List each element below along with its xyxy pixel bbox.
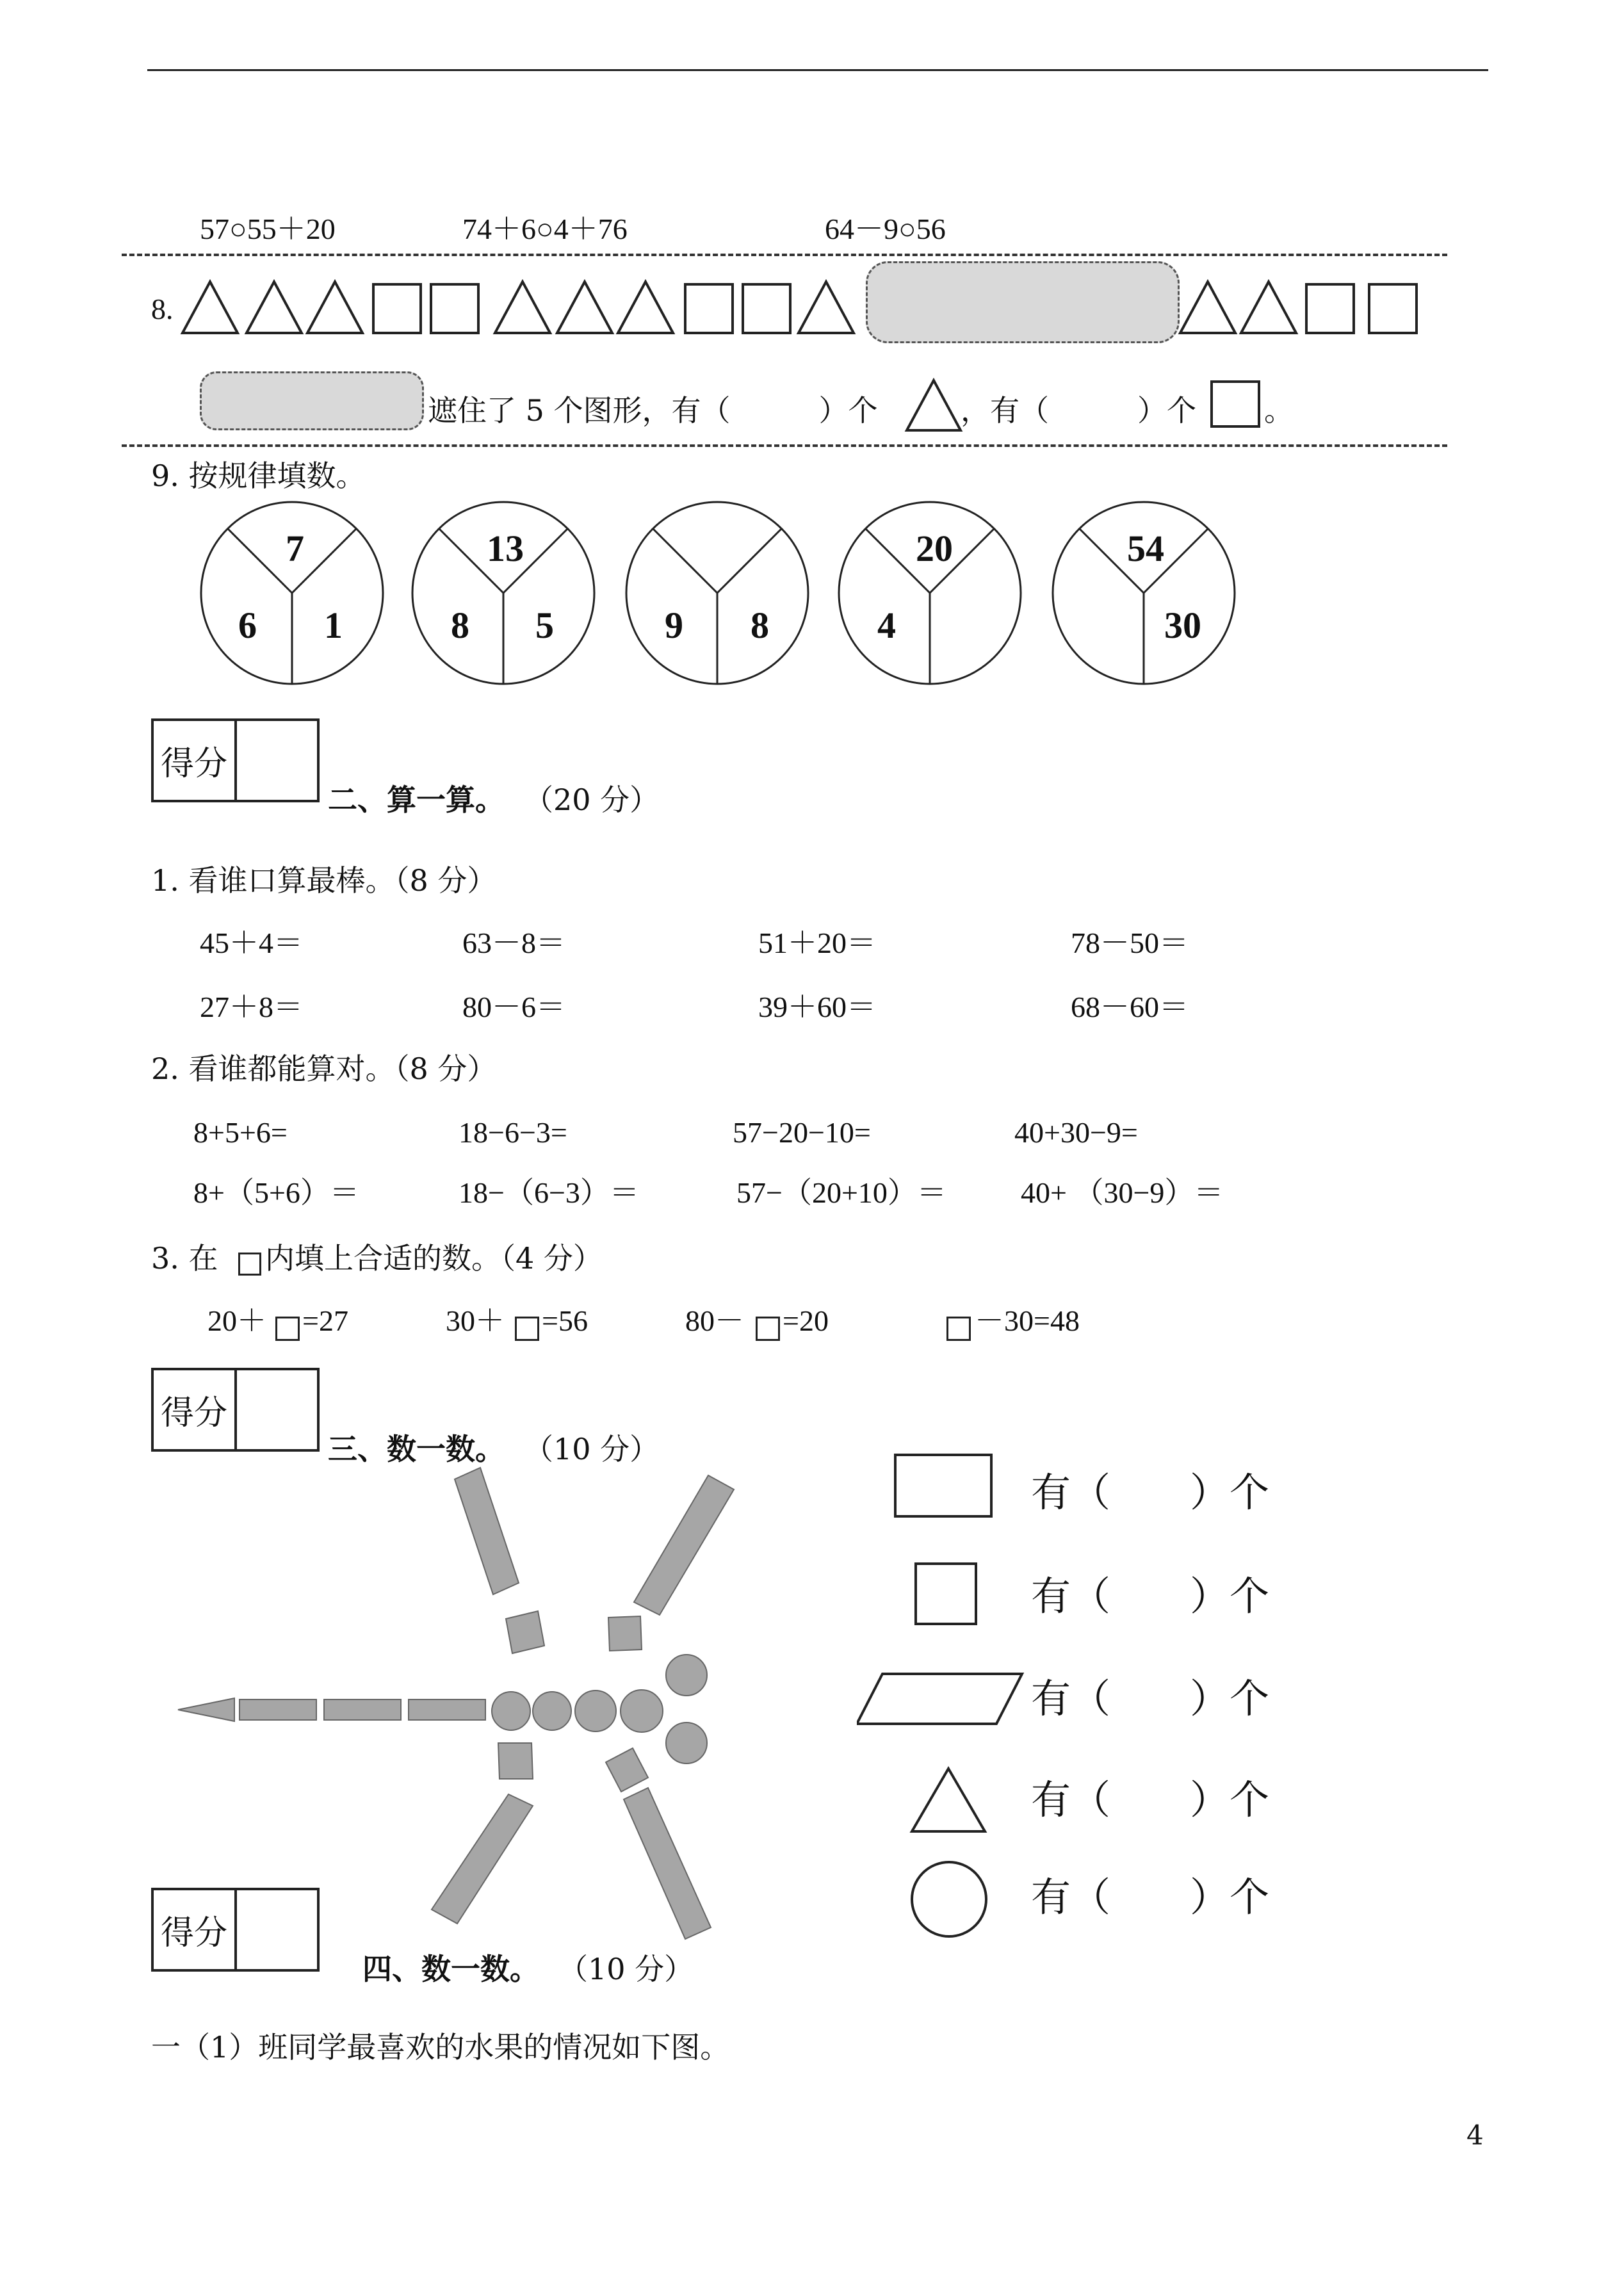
calc-item: 8+（5+6）＝ xyxy=(193,1176,359,1209)
calc-item: 18−6−3= xyxy=(459,1116,567,1149)
calc-item: 39＋60＝ xyxy=(758,991,876,1023)
calc-item: 63－8＝ xyxy=(462,927,565,959)
square-icon xyxy=(914,1562,977,1625)
blank-box-icon xyxy=(515,1317,539,1341)
circle-5-top: 54 xyxy=(1127,528,1164,569)
part-title: 3. 在 xyxy=(151,1241,218,1276)
circle-2-left: 8 xyxy=(451,604,469,646)
section-points: （10 分） xyxy=(558,1952,694,1986)
calc-item: 51＋20＝ xyxy=(758,927,876,959)
calc-item: 45＋4＝ xyxy=(200,927,303,959)
parallelogram-count: 有（ ）个 xyxy=(1031,1675,1270,1722)
fill-blank-post: =27 xyxy=(302,1304,348,1337)
rectangle-count: 有（ ）个 xyxy=(1031,1469,1270,1516)
triangle-icon xyxy=(909,1765,987,1834)
blank-box-icon xyxy=(238,1253,261,1276)
fill-blank-post: －30=48 xyxy=(975,1304,1080,1337)
question-number: 8. xyxy=(151,293,174,325)
calc-item: 27＋8＝ xyxy=(200,991,303,1023)
compare-expr-1: 57○55＋20 xyxy=(200,213,336,245)
circle-4-left: 4 xyxy=(877,604,896,646)
part-title: 1. 看谁口算最棒。（8 分） xyxy=(151,863,497,898)
intro-text: 一（1）班同学最喜欢的水果的情况如下图。 xyxy=(151,2030,730,2064)
shape-sequence xyxy=(179,269,1434,346)
compare-expr-3: 64－9○56 xyxy=(825,213,946,245)
square-icon xyxy=(1210,380,1260,428)
score-box xyxy=(151,1368,320,1452)
part-title: 2. 看谁都能算对。（8 分） xyxy=(151,1051,497,1086)
divider-dashed xyxy=(122,254,1447,256)
circle-3-right: 8 xyxy=(751,604,769,646)
triangle-icon xyxy=(904,377,963,434)
score-box xyxy=(151,718,320,802)
end-mark: 。 xyxy=(1264,393,1294,428)
calc-item: 80－6＝ xyxy=(462,991,565,1023)
blank-box-icon xyxy=(756,1317,780,1341)
fill-blank-pre: 20＋ xyxy=(207,1304,266,1337)
circle-2-right: 5 xyxy=(535,604,554,646)
part-title: 内填上合适的数。（4 分） xyxy=(265,1241,603,1276)
calc-item: 57−（20+10）＝ xyxy=(736,1176,946,1209)
circle-icon xyxy=(909,1860,989,1939)
section-points: （10 分） xyxy=(524,1432,660,1466)
circle-5-right: 30 xyxy=(1164,604,1201,646)
fill-blank-pre: 30＋ xyxy=(446,1304,505,1337)
question-title: 9. 按规律填数。 xyxy=(151,458,366,493)
triangle-count: 有（ ）个 xyxy=(1031,1776,1270,1823)
section-title: 二、算一算。 xyxy=(328,783,505,817)
calc-item: 78－50＝ xyxy=(1071,927,1189,959)
calc-item: 57−20−10= xyxy=(733,1116,871,1149)
rectangle-icon xyxy=(894,1454,993,1518)
calc-item: 68－60＝ xyxy=(1071,991,1189,1023)
circle-3-left: 9 xyxy=(665,604,683,646)
header-rule xyxy=(147,69,1488,71)
circle-2-top: 13 xyxy=(487,528,524,569)
compare-expr-2: 74＋6○4＋76 xyxy=(462,213,628,245)
calc-item: 40+30−9= xyxy=(1014,1116,1138,1149)
square-count: 有（ ）个 xyxy=(1031,1573,1270,1619)
section-points: （20 分） xyxy=(524,783,660,817)
circle-count: 有（ ）个 xyxy=(1031,1874,1270,1920)
blank-box-icon xyxy=(275,1317,300,1341)
parallelogram-icon xyxy=(857,1671,1025,1726)
fill-blank-post: =20 xyxy=(783,1304,829,1337)
circle-4-top: 20 xyxy=(916,528,953,569)
score-label: 得分 xyxy=(154,1370,237,1449)
score-label: 得分 xyxy=(154,1890,237,1969)
number-pattern-circles xyxy=(192,499,1281,692)
covered-label-mask xyxy=(200,371,424,430)
blank-box-icon xyxy=(946,1317,971,1341)
score-box xyxy=(151,1888,320,1972)
count-text: ，有（ ）个 xyxy=(961,393,1196,428)
calc-item: 8+5+6= xyxy=(193,1116,288,1149)
dragonfly-figure xyxy=(173,1466,749,1953)
section-title: 四、数一数。 xyxy=(362,1952,539,1986)
divider-dashed xyxy=(122,444,1447,447)
circle-1-right: 1 xyxy=(324,604,343,646)
fill-blank-pre: 80－ xyxy=(685,1304,744,1337)
covered-shapes-mask xyxy=(866,261,1180,343)
score-label: 得分 xyxy=(154,721,237,800)
section-title: 三、数一数。 xyxy=(328,1432,505,1466)
fill-blank-post: =56 xyxy=(542,1304,588,1337)
circle-1-top: 7 xyxy=(286,528,304,569)
circle-1-left: 6 xyxy=(238,604,257,646)
calc-item: 18−（6−3）＝ xyxy=(459,1176,639,1209)
covered-text: 遮住了 5 个图形，有（ ）个 xyxy=(428,393,878,428)
calc-item: 40+ （30−9）＝ xyxy=(1021,1176,1224,1209)
page-number: 4 xyxy=(1466,2120,1484,2151)
